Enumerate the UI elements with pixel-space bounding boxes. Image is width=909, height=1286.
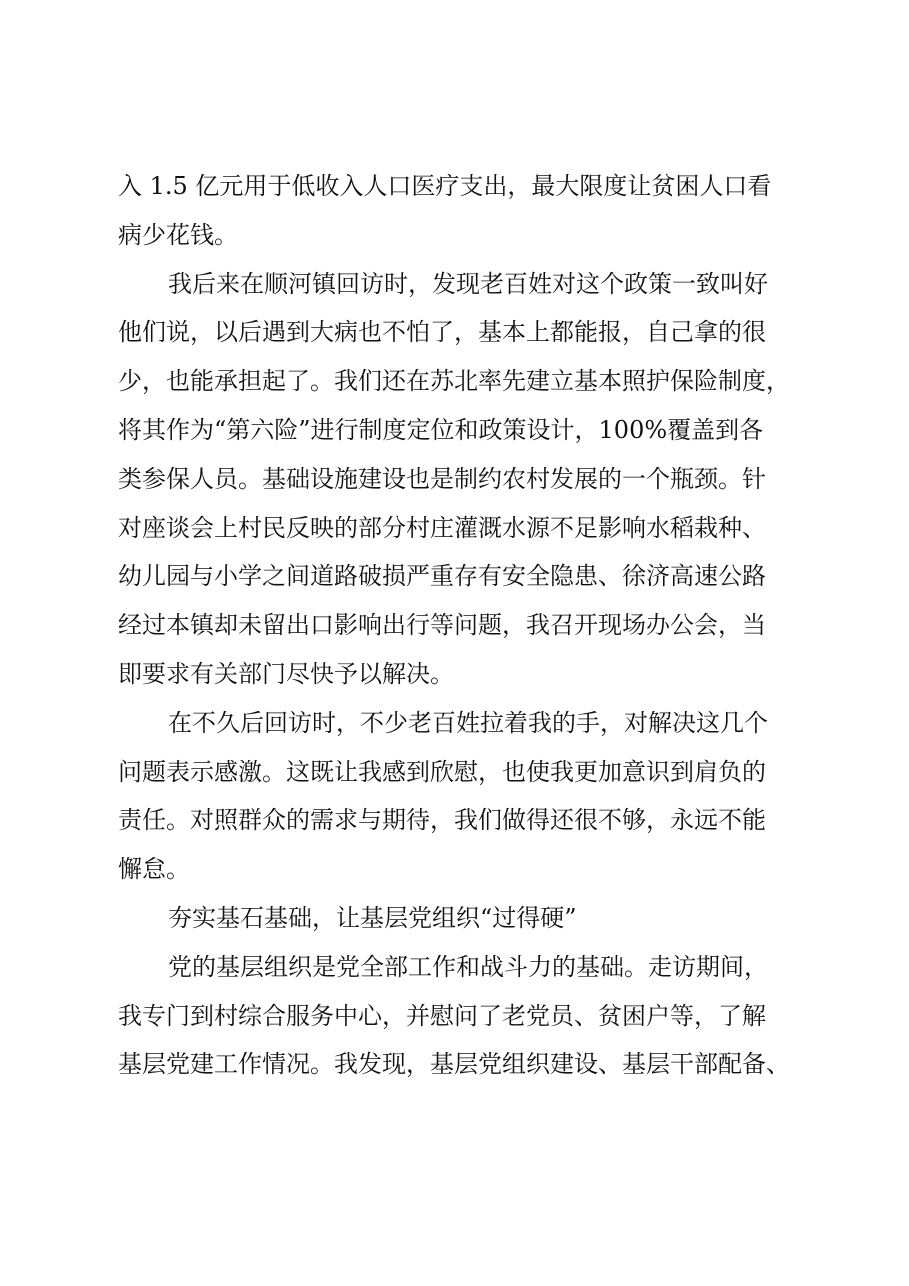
text-line: 将其作为“第六险”进行制度定位和政策设计，100%覆盖到各 (118, 415, 764, 444)
text-line: 经过本镇却未留出口影响出行等问题，我召开现场办公会，当 (118, 611, 766, 640)
text-line: 我专门到村综合服务中心，并慰问了老党员、贫困户等，了解 (118, 1001, 766, 1030)
text-line: 责任。对照群众的需求与期待，我们做得还很不够，永远不能 (118, 806, 766, 835)
text-line: 入 1.5 亿元用于低收入人口医疗支出，最大限度让贫困人口看 (118, 172, 772, 200)
section-heading: 夯实基石基础，让基层党组织“过得硬” (168, 903, 577, 932)
text-line: 懈怠。 (118, 855, 190, 884)
text-line: 病少花钱。 (118, 220, 238, 249)
text-line: 幼儿园与小学之间道路破损严重存有安全隐患、徐济高速公路 (118, 562, 766, 591)
paragraph-first-line: 在不久后回访时，不少老百姓拉着我的手，对解决这几个 (168, 708, 768, 737)
paragraph-first-line: 我后来在顺河镇回访时，发现老百姓对这个政策一致叫好 (168, 269, 768, 298)
text-line: 类参保人员。基础设施建设也是制约农村发展的一个瓶颈。针 (118, 464, 766, 493)
text-line: 基层党建工作情况。我发现，基层党组织建设、基层干部配备、 (118, 1050, 790, 1079)
document-body (118, 162, 808, 1089)
text-line: 问题表示感激。这既让我感到欣慰，也使我更加意识到肩负的 (118, 757, 766, 786)
paragraph-first-line: 党的基层组织是党全部工作和战斗力的基础。走访期间， (168, 952, 768, 981)
text-line: 他们说，以后遇到大病也不怕了，基本上都能报，自己拿的很 (118, 318, 766, 347)
text-line: 即要求有关部门尽快予以解决。 (118, 659, 454, 688)
text-line: 对座谈会上村民反映的部分村庄灌溉水源不足影响水稻栽种、 (118, 513, 766, 542)
text-line: 少，也能承担起了。我们还在苏北率先建立基本照护保险制度， (118, 367, 790, 396)
